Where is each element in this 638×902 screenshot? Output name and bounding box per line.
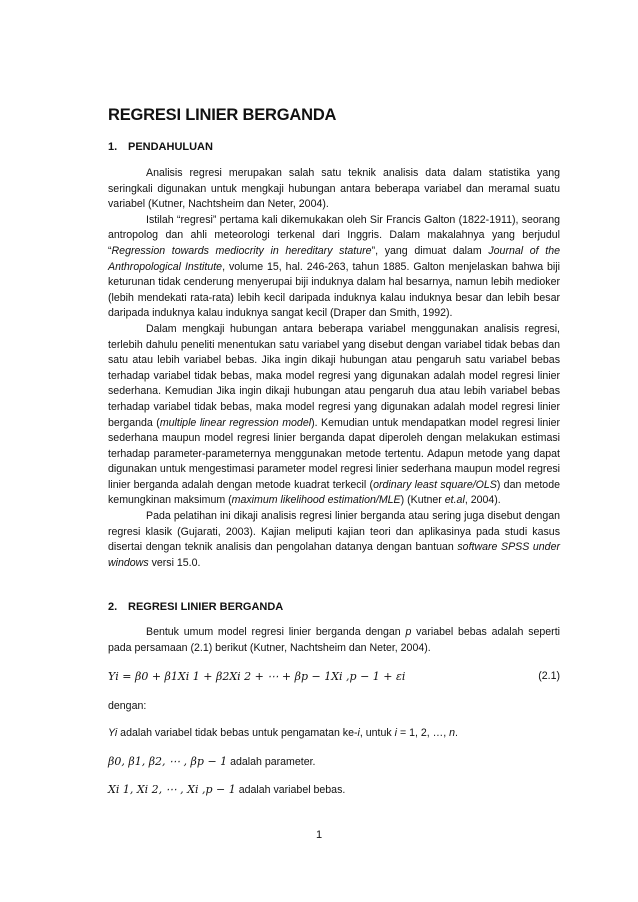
page-number: 1 xyxy=(315,829,323,841)
equation-number: (2.1) xyxy=(538,669,560,682)
definition-x: 𝑋𝑖 1, 𝑋𝑖 2, ⋯ , 𝑋𝑖 ,𝑝 − 1 adalah variabel bebas. xyxy=(108,783,346,797)
paragraph-intro: Analisis regresi merupakan salah satu teknik analisis data dalam statistika yang seringkali digunakan untuk mengkaji hubungan antara beberapa variabel dan meramal suatu variabel (Kutner, Nachtsheim dan Neter, 2004). xyxy=(108,167,560,211)
page-content xyxy=(108,106,560,799)
paragraph-methods: Dalam mengkaji hubungan antara beberapa variabel menggunakan analisis regresi, terlebih dahulu peneliti menentukan satu variabel yang disebut dengan variabel tidak bebas dan satu atau lebih variabel bebas. Jika ingin dikaji hubungan atau pengaruh satu variabel bebas terhadap variabel tidak bebas, maka model regresi yang digunakan adalah model regresi linier sederhana. Kemudian Jika ingin dikaji hubungan atau pengaruh dua atau lebih variabel bebas terhadap variabel tidak bebas, maka model regresi yang digunakan adalah model regresi linier berganda (multiple linear regression model). Kemudian untuk mendapatkan model regresi linier sederhana maupun model regresi linier berganda dapat diperoleh dengan melakukan estimasi terhadap parameter-parameternya menggunakan metode tertentu. Adapun metode yang dapat digunakan untuk mengestimasi parameter model regresi linier sederhana maupun model regresi linier berganda adalah dengan metode kuadrat terkecil (ordinary least square/OLS) dan metode kemungkinan maksimum (maximum likelihood estimation/MLE) (Kutner et.al, 2004). xyxy=(108,322,560,507)
regression-equation: 𝑌𝑖 = 𝛽0 + 𝛽1𝑋𝑖 1 + 𝛽2𝑋𝑖 2 + ⋯ + 𝛽𝑝 − 1𝑋𝑖 ,𝑝 − 1 + 𝜀𝑖 xyxy=(108,669,406,683)
definition-beta: 𝛽0, 𝛽1, 𝛽2, ⋯ , 𝛽𝑝 − 1 adalah parameter. xyxy=(108,754,316,768)
paragraph-model-form: Bentuk umum model regresi linier berganda dengan p variabel bebas adalah seperti pada persamaan (2.1) berikut (Kutner, Nachtsheim dan Neter, 2004). xyxy=(108,626,560,655)
equation-2-1 xyxy=(108,669,560,687)
section-number: 1. xyxy=(108,141,118,153)
section-1-heading xyxy=(108,141,560,153)
paragraph-galton: Istilah “regresi” pertama kali dikemukakan oleh Sir Francis Galton (1822-1911), seorang antropolog dan ahli meteorologi terkenal dari Inggris. Dalam makalahnya yang berjudul “Regression towards mediocrity in hereditary stature”, yang dimuat dalam Journal of the Anthropological Institute, volume 15, hal. 246-263, tahun 1885. Galton menjelaskan bahwa biji keturunan tidak cenderung menyerupai biji induknya dalam hal besarnya, namun lebih medioker (lebih mendekati rata-rata) lebih kecil daripada induknya kalau induknya besar dan lebih besar daripada induknya kalau induknya sangat kecil (Draper dan Smith, 1992). xyxy=(108,213,561,320)
section-number: 2. xyxy=(108,601,118,614)
section-title: REGRESI LINIER BERGANDA xyxy=(128,601,284,614)
document-title: REGRESI LINIER BERGANDA xyxy=(108,106,337,124)
section-title: PENDAHULUAN xyxy=(128,141,213,153)
definition-y: Yi adalah variabel tidak bebas untuk pengamatan ke-i, untuk i = 1, 2, …, n. xyxy=(108,727,458,740)
dengan-label: dengan: xyxy=(108,699,147,712)
section-2-heading xyxy=(108,601,560,613)
paragraph-training: Pada pelatihan ini dikaji analisis regresi linier berganda atau sering juga disebut dengan regresi klasik (Gujarati, 2003). Kajian meliputi kajian teori dan aplikasinya pada studi kasus disertai dengan teknik analisis dan pengolahan datanya dengan bantuan software SPSS under windows versi 15.0. xyxy=(108,510,560,569)
